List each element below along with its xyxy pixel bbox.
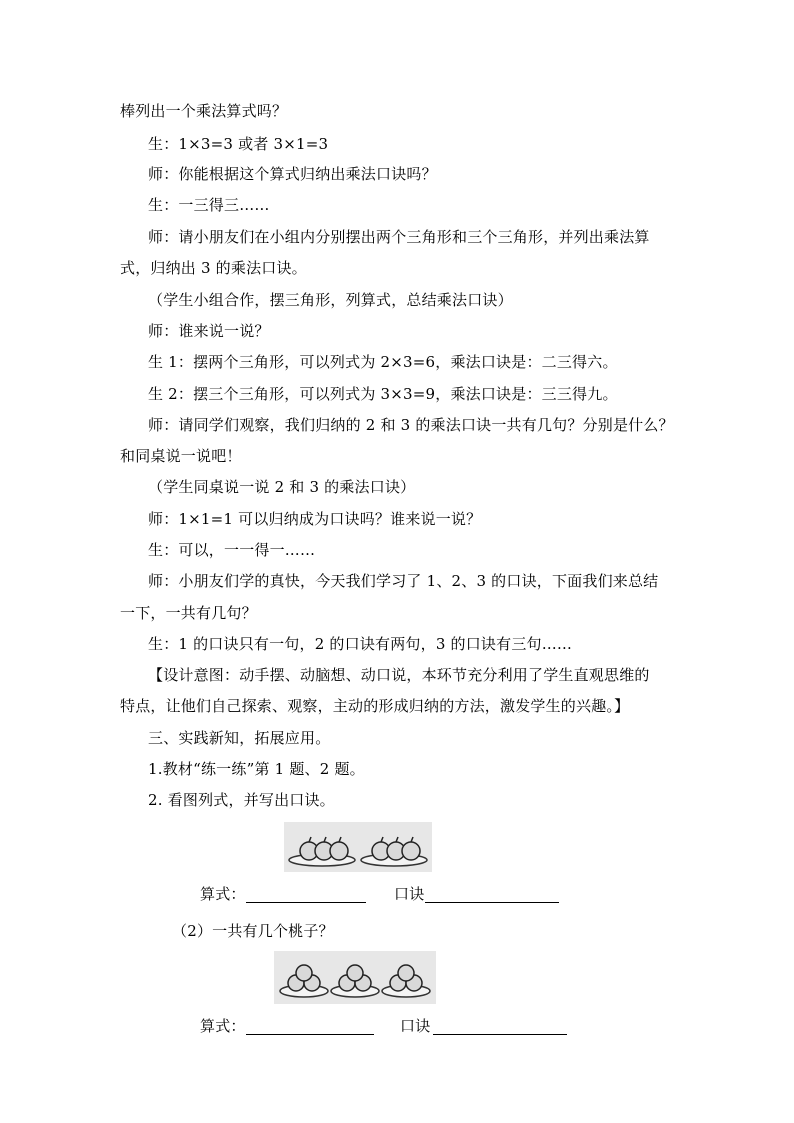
text-line: 2. 看图列式，并写出口诀。 <box>148 791 335 809</box>
text-line: 师：谁来说一说？ <box>148 322 270 340</box>
text-line: 生：可以，一一得一…… <box>148 541 316 559</box>
text-line: （学生小组合作，摆三角形，列算式，总结乘法口诀） <box>148 291 513 309</box>
text-line: 师：请小朋友们在小组内分别摆出两个三角形和三个三角形，并列出乘法算 <box>148 228 650 246</box>
text-line: （学生同桌说一说 2 和 3 的乘法口诀） <box>148 478 416 496</box>
text-line: 生：一三得三…… <box>148 196 270 214</box>
formula-label: 算式： <box>200 1017 246 1035</box>
text-line: 生：1 的口诀只有一句，2 的口诀有两句，3 的口诀有三句…… <box>148 635 573 653</box>
text-line: 特点，让他们自己探索、观察，主动的形成归纳的方法，激发学生的兴趣。】 <box>120 697 630 715</box>
text-line: 三、实践新知，拓展应用。 <box>148 729 331 747</box>
text-line: 一下，一共有几句？ <box>120 604 257 622</box>
text-line: 生 1：摆两个三角形，可以列式为 2×3=6，乘法口诀是：二三得六。 <box>148 353 618 371</box>
text-line: 师：请同学们观察，我们归纳的 2 和 3 的乘法口诀一共有几句？分别是什么？ <box>148 416 674 434</box>
text-line: 师：小朋友们学的真快，今天我们学习了 1、2、3 的口诀，下面我们来总结 <box>148 572 659 590</box>
text-line: 棒列出一个乘法算式吗？ <box>120 102 288 120</box>
text-line: 生：1×3=3 或者 3×1=3 <box>148 135 329 153</box>
text-line: 1.教材“练一练”第 1 题、2 题。 <box>148 760 365 778</box>
text-line: 和同桌说一说吧！ <box>120 447 242 465</box>
exercise-question: （2）一共有几个桃子？ <box>172 922 334 940</box>
peach-plates-image <box>274 951 436 1004</box>
rhyme-label: 口诀 <box>394 885 425 903</box>
rhyme-label: 口诀 <box>400 1017 431 1035</box>
text-line: 式，归纳出 3 的乘法口诀。 <box>120 259 307 277</box>
rhyme-answer-blank[interactable] <box>433 1034 567 1035</box>
text-line: 【设计意图：动手摆、动脑想、动口说，本环节充分利用了学生直观思维的 <box>148 666 650 684</box>
apple-plates-image <box>284 822 432 872</box>
formula-answer-blank[interactable] <box>246 902 366 903</box>
text-line: 生 2：摆三个三角形，可以列式为 3×3=9，乘法口诀是：三三得九。 <box>148 385 618 403</box>
text-line: 师：你能根据这个算式归纳出乘法口诀吗？ <box>148 165 437 183</box>
formula-label: 算式： <box>200 885 246 903</box>
text-line: 师：1×1=1 可以归纳成为口诀吗？谁来说一说？ <box>148 510 482 528</box>
formula-answer-blank[interactable] <box>246 1034 374 1035</box>
rhyme-answer-blank[interactable] <box>425 902 559 903</box>
